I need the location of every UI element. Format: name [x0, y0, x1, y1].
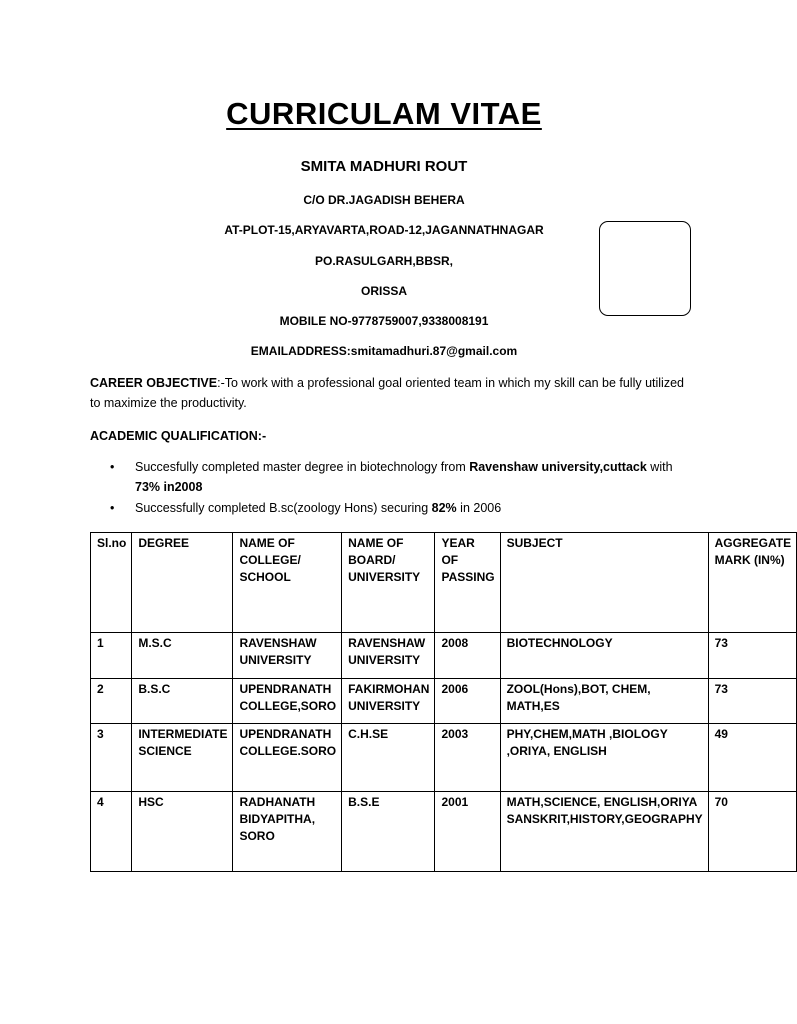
- table-cell: 2: [91, 679, 132, 724]
- address-line-1: AT-PLOT-15,ARYAVARTA,ROAD-12,JAGANNATHNAGAR: [224, 223, 544, 237]
- column-header: AGGREGATE MARK (IN%): [708, 533, 796, 633]
- table-cell: 70: [708, 792, 796, 872]
- column-header: SUBJECT: [500, 533, 708, 633]
- table-cell: 49: [708, 724, 796, 792]
- table-cell: UPENDRANATH COLLEGE,SORO: [233, 679, 342, 724]
- table-row: [91, 633, 797, 679]
- table-cell: C.H.SE: [342, 724, 435, 792]
- table-cell: HSC: [132, 792, 233, 872]
- career-objective-text: :-To work with a professional goal oriented team in which my skill can be fully utilized to maximize the productivity.: [90, 376, 684, 410]
- achievement-list: [110, 457, 700, 519]
- column-header: DEGREE: [132, 533, 233, 633]
- table-cell: B.S.E: [342, 792, 435, 872]
- career-objective-label: CAREER OBJECTIVE: [90, 376, 218, 390]
- table-cell: RAVENSHAW UNIVERSITY: [233, 633, 342, 679]
- table-cell: INTERMEDIATE SCIENCE: [132, 724, 233, 792]
- table-cell: 2003: [435, 724, 500, 792]
- address-line-2: PO.RASULGARH,BBSR,: [314, 254, 453, 268]
- list-item: • Successfully completed B.sc(zoology Hons) securing 82% in 2006: [110, 498, 700, 518]
- table-cell: PHY,CHEM,MATH ,BIOLOGY ,ORIYA, ENGLISH: [500, 724, 708, 792]
- column-header: Sl.no: [91, 533, 132, 633]
- table-cell: 73: [708, 679, 796, 724]
- address-state: ORISSA: [360, 284, 407, 298]
- email-address: EMAILADDRESS:smitamadhuri.87@gmail.com: [250, 344, 518, 358]
- column-header: NAME OF COLLEGE/ SCHOOL: [233, 533, 342, 633]
- address-care-of: C/O DR.JAGADISH BEHERA: [303, 193, 465, 207]
- table-cell: FAKIRMOHAN UNIVERSITY: [342, 679, 435, 724]
- list-item: • Succesfully completed master degree in biotechnology from Ravenshaw university,cuttack with 73% in2008: [110, 457, 700, 497]
- table-cell: 2001: [435, 792, 500, 872]
- table-cell: UPENDRANATH COLLEGE.SORO: [233, 724, 342, 792]
- bullet-icon: •: [110, 501, 115, 515]
- table-cell: 4: [91, 792, 132, 872]
- table-header-row: [91, 533, 797, 633]
- table-row: [91, 792, 797, 872]
- table-cell: ZOOL(Hons),BOT, CHEM, MATH,ES: [500, 679, 708, 724]
- table-cell: 1: [91, 633, 132, 679]
- table-cell: RADHANATH BIDYAPITHA, SORO: [233, 792, 342, 872]
- table-cell: 3: [91, 724, 132, 792]
- table-row: [91, 724, 797, 792]
- document-title: CURRICULAM VITAE: [226, 96, 542, 131]
- career-objective: [90, 373, 690, 413]
- table-cell: RAVENSHAW UNIVERSITY: [342, 633, 435, 679]
- candidate-name: SMITA MADHURI ROUT: [300, 158, 468, 175]
- academic-heading: ACADEMIC QUALIFICATION:-: [90, 429, 267, 443]
- bullet-icon: •: [110, 460, 115, 474]
- table-cell: 2008: [435, 633, 500, 679]
- column-header: YEAR OF PASSING: [435, 533, 500, 633]
- table-cell: BIOTECHNOLOGY: [500, 633, 708, 679]
- table-cell: B.S.C: [132, 679, 233, 724]
- table-cell: 73: [708, 633, 796, 679]
- column-header: NAME OF BOARD/ UNIVERSITY: [342, 533, 435, 633]
- table-cell: 2006: [435, 679, 500, 724]
- academic-table: [90, 532, 797, 872]
- mobile-number: MOBILE NO-9778759007,9338008191: [279, 314, 489, 328]
- photo-placeholder: [599, 221, 691, 316]
- table-row: [91, 679, 797, 724]
- table-cell: MATH,SCIENCE, ENGLISH,ORIYA SANSKRIT,HISTORY,GEOGRAPHY: [500, 792, 708, 872]
- table-cell: M.S.C: [132, 633, 233, 679]
